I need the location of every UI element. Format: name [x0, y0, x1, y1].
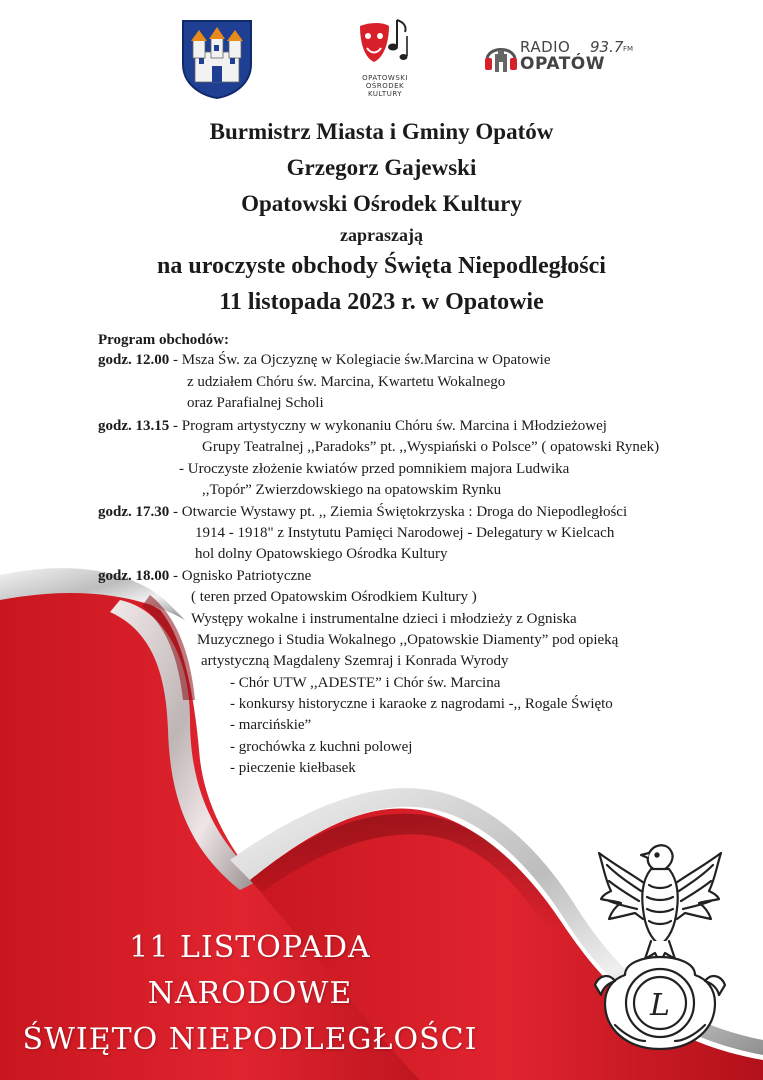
program-text: - Msza Św. za Ojczyznę w Kolegiacie św.Marcina w Opatowie [169, 352, 551, 368]
program-line [98, 350, 551, 370]
program-line [230, 758, 356, 778]
program-text: - Ognisko Patriotyczne [169, 568, 312, 584]
legion-eagle-emblem-icon [585, 835, 735, 1065]
program-line [187, 372, 505, 392]
radio-fm: FM [623, 45, 634, 53]
coat-of-arms-logo [180, 18, 254, 100]
program-time: godz. 18.00 [98, 568, 170, 584]
program-line [230, 715, 311, 735]
program-line [195, 544, 447, 564]
program-text: - konkursy historyczne i karaoke z nagrodami -,, Rogale Święto [230, 696, 613, 712]
program-line [191, 587, 477, 607]
program-line [230, 673, 500, 693]
program-line [230, 694, 613, 714]
program-text: - marcińskie” [230, 717, 312, 733]
emblem-letter: L [650, 988, 670, 1023]
radio-opatow-logo [484, 36, 634, 82]
ook-line-2: OŚRODEK [365, 82, 405, 90]
program-text: - Program artystyczny w wykonaniu Chóru św. Marcina i Młodzieżowej [169, 418, 607, 434]
header-date: 11 listopada 2023 r. w Opatowie [219, 289, 544, 315]
program-text: - grochówka z kuchni polowej [230, 739, 413, 755]
program-text: artystyczną Magdaleny Szemraj i Konrada Wyrody [201, 653, 509, 669]
program-text: hol dolny Opatowskiego Ośrodka Kultury [195, 546, 448, 562]
header-invite: zapraszają [340, 225, 423, 245]
ook-logo [355, 16, 415, 104]
program-text: Występy wokalne i instrumentalne dzieci i młodzieży z Ogniska [191, 611, 577, 627]
header-event: na uroczyste obchody Święta Niepodległości [157, 253, 606, 279]
program-text: z udziałem Chóru św. Marcina, Kwartetu Wokalnego [187, 374, 506, 390]
footer-date: 11 LISTOPADA [129, 930, 371, 965]
program-text: oraz Parafialnej Scholi [187, 395, 324, 411]
program-line [201, 651, 508, 671]
program-line [191, 609, 577, 629]
ook-logo-text [355, 74, 415, 98]
program-line [195, 523, 614, 543]
program-line [187, 393, 324, 413]
header-mayor: Burmistrz Miasta i Gminy Opatów [209, 119, 554, 144]
radio-word: RADIO [520, 38, 571, 56]
program-line [197, 630, 618, 650]
footer-holiday: ŚWIĘTO NIEPODLEGŁOŚCI [22, 1022, 478, 1057]
radio-frequency: 93.7 [590, 38, 624, 56]
program-line [230, 737, 412, 757]
program-time: godz. 12.00 [98, 352, 170, 368]
radio-name: OPATÓW [520, 54, 605, 74]
invitation-header [0, 114, 763, 320]
program-text: ,,Topór” Zwierzdowskiego na opatowskim Rynku [202, 482, 502, 498]
program-time: godz. 13.15 [98, 418, 170, 434]
ook-line-1: OPATOWSKI [362, 74, 408, 82]
holiday-footer [0, 925, 500, 1063]
program-text: - Otwarcie Wystawy pt. ,, Ziemia Świętokrzyska : Droga do Niepodległości [169, 504, 628, 520]
program-line [179, 459, 569, 479]
program-line [202, 480, 501, 500]
program-line [98, 416, 607, 436]
program-text: ( teren przed Opatowskim Ośrodkiem Kultury ) [191, 589, 477, 605]
program-title: Program obchodów: [98, 332, 229, 348]
program-text: Muzycznego i Studia Wokalnego ,,Opatowskie Diamenty” pod opieką [197, 632, 619, 648]
program-text: - pieczenie kiełbasek [230, 760, 356, 776]
program-line [98, 566, 311, 586]
theatre-mask-icon [355, 16, 415, 74]
program-line [202, 437, 659, 457]
program-text: Grupy Teatralnej ,,Paradoks” pt. ,,Wyspiański o Polsce” ( opatowski Rynek) [202, 439, 660, 455]
ook-line-3: KULTURY [367, 90, 403, 98]
header-name: Grzegorz Gajewski [286, 155, 477, 180]
program-time: godz. 17.30 [98, 504, 170, 520]
header-institution: Opatowski Ośrodek Kultury [241, 191, 522, 216]
program-text: - Uroczyste złożenie kwiatów przed pomnikiem majora Ludwika [179, 461, 570, 477]
program-line [98, 502, 627, 522]
program-text: - Chór UTW ,,ADESTE” i Chór św. Marcina [230, 675, 501, 691]
coat-of-arms-icon [180, 18, 254, 100]
radio-headphones-icon [484, 36, 518, 76]
footer-national: NARODOWE [147, 976, 353, 1011]
program-text: 1914 - 1918" z Instytutu Pamięci Narodowej - Delegatury w Kielcach [195, 525, 615, 541]
